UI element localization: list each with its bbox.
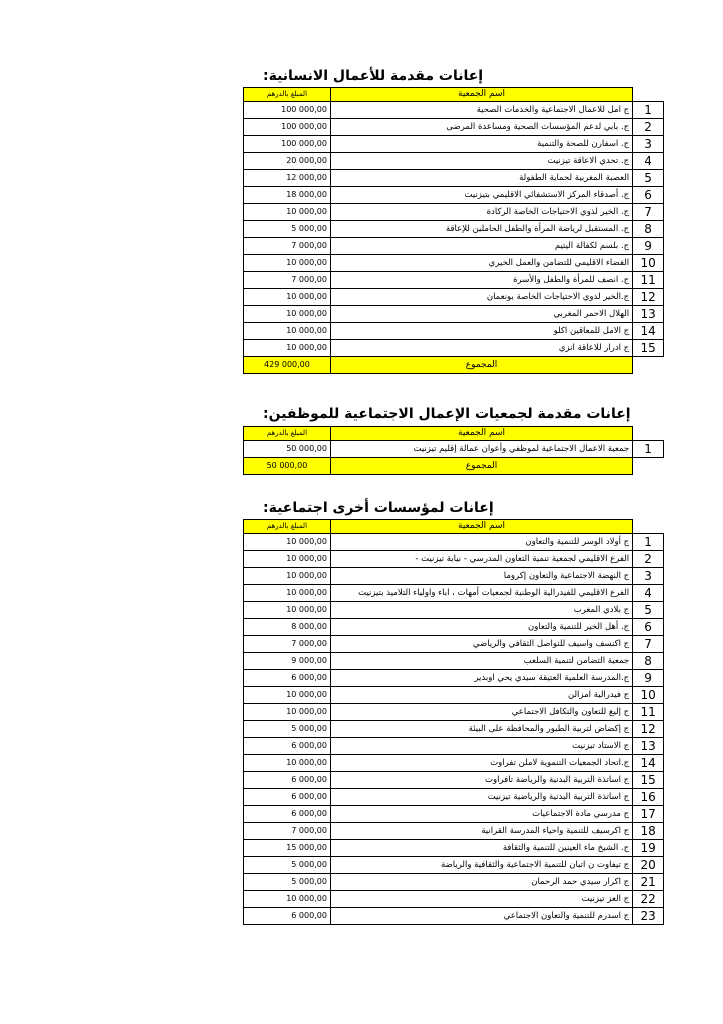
table-row	[244, 874, 664, 891]
row-name: جمعية التضامن لتنمية السلعب	[330, 653, 632, 670]
row-name: ج مدرسي مادة الاجتماعيات	[330, 806, 632, 823]
section-title: إعانات لمؤسسات أخرى اجتماعية:	[263, 500, 494, 516]
table-row	[244, 687, 664, 704]
row-amount: 6 000,00	[244, 772, 331, 789]
row-number: 9	[633, 670, 664, 687]
staff-social-table	[243, 426, 664, 475]
header-amount: المبلغ بالدرهم	[244, 427, 331, 441]
table-row	[244, 238, 664, 255]
row-name: جمعية الاعمال الاجتماعية لموظفي وأعوان عمالة إقليم تيزنيت	[330, 441, 632, 458]
table-row	[244, 823, 664, 840]
row-amount: 100 000,00	[244, 136, 331, 153]
row-amount: 10 000,00	[244, 755, 331, 772]
header-amount: المبلغ بالدرهم	[244, 520, 331, 534]
row-number: 17	[633, 806, 664, 823]
row-name: ج إكضاض لتربية الطيور والمحافظة على البيئة	[330, 721, 632, 738]
row-name: ج. بابي لدعم المؤسسات الصحية ومساعدة المرضى	[330, 119, 632, 136]
row-amount: 12 000,00	[244, 170, 331, 187]
row-name: ج العز تيزنيت	[330, 891, 632, 908]
row-amount: 10 000,00	[244, 289, 331, 306]
table-row	[244, 534, 664, 551]
row-amount: 18 000,00	[244, 187, 331, 204]
table-row	[244, 136, 664, 153]
table-row	[244, 153, 664, 170]
table-row	[244, 772, 664, 789]
row-number: 22	[633, 891, 664, 908]
row-amount: 6 000,00	[244, 806, 331, 823]
row-amount: 7 000,00	[244, 272, 331, 289]
row-number: 19	[633, 840, 664, 857]
row-name: ج اساتذة التربية البدنية والرياضة تافراوت	[330, 772, 632, 789]
row-name: ج. تحدي الاعاقة تيزنيت	[330, 153, 632, 170]
row-number: 4	[633, 585, 664, 602]
row-number: 14	[633, 323, 664, 340]
section-title: إعانات مقدمة لجمعيات الإعمال الاجتماعية للموظفين:	[263, 406, 631, 422]
table-row	[244, 221, 664, 238]
row-number: 6	[633, 187, 664, 204]
row-number: 20	[633, 857, 664, 874]
row-number: 18	[633, 823, 664, 840]
other-social-table	[243, 519, 664, 925]
row-amount: 10 000,00	[244, 704, 331, 721]
row-name: ج. المستقبل لرياضة المرأة والطفل الحاملين للإعاقة	[330, 221, 632, 238]
row-number: 9	[633, 238, 664, 255]
row-number: 13	[633, 738, 664, 755]
header-name: اسم الجمعية	[330, 520, 632, 534]
row-amount: 7 000,00	[244, 636, 331, 653]
row-name: ج.اتحاد الجمعيات التنموية لاملن تفراوت	[330, 755, 632, 772]
row-number: 8	[633, 653, 664, 670]
table-row	[244, 568, 664, 585]
row-number: 12	[633, 721, 664, 738]
table-row	[244, 857, 664, 874]
table-row	[244, 738, 664, 755]
table-row	[244, 670, 664, 687]
row-amount: 100 000,00	[244, 102, 331, 119]
table-row	[244, 840, 664, 857]
row-amount: 9 000,00	[244, 653, 331, 670]
table-row	[244, 602, 664, 619]
row-name: ج فيدرالية امزالن	[330, 687, 632, 704]
table-row	[244, 908, 664, 925]
row-name: ج.المدرسة العلمية العتيقة سيدي يحي اوبدير	[330, 670, 632, 687]
table-row	[244, 255, 664, 272]
row-amount: 10 000,00	[244, 891, 331, 908]
row-amount: 100 000,00	[244, 119, 331, 136]
table-row	[244, 755, 664, 772]
row-amount: 6 000,00	[244, 738, 331, 755]
row-amount: 10 000,00	[244, 568, 331, 585]
row-amount: 6 000,00	[244, 670, 331, 687]
row-number: 5	[633, 170, 664, 187]
total-label: المجموع	[330, 357, 632, 374]
table-row	[244, 170, 664, 187]
row-name: ج. اسفارن للصحة والتنمية	[330, 136, 632, 153]
row-number: 2	[633, 551, 664, 568]
row-number: 1	[633, 534, 664, 551]
table-row	[244, 306, 664, 323]
row-name: ج إليغ للتعاون والتكافل الاجتماعي	[330, 704, 632, 721]
row-number: 14	[633, 755, 664, 772]
row-name: ج الاستاد تيزنيت	[330, 738, 632, 755]
row-amount: 10 000,00	[244, 340, 331, 357]
total-amount: 429 000,00	[244, 357, 331, 374]
table-row	[244, 619, 664, 636]
header-spacer	[633, 520, 664, 534]
table-row	[244, 789, 664, 806]
table-header	[244, 427, 664, 441]
total-spacer	[633, 458, 664, 475]
row-name: ج. الشيخ ماء العينين للتنمية والثقافة	[330, 840, 632, 857]
total-spacer	[633, 357, 664, 374]
row-number: 15	[633, 772, 664, 789]
row-amount: 7 000,00	[244, 823, 331, 840]
row-number: 16	[633, 789, 664, 806]
row-number: 12	[633, 289, 664, 306]
row-name: ج. انصف للمرأة والطفل والأسرة	[330, 272, 632, 289]
table-row	[244, 704, 664, 721]
header-spacer	[633, 427, 664, 441]
row-amount: 5 000,00	[244, 874, 331, 891]
row-name: ج. الخير لذوي الاحتياجات الخاصة الركادة	[330, 204, 632, 221]
header-amount: المبلغ بالدرهم	[244, 88, 331, 102]
row-name: ج النهضة الاجتماعية والتعاون إكروما	[330, 568, 632, 585]
table-header	[244, 88, 664, 102]
table-row	[244, 289, 664, 306]
row-amount: 8 000,00	[244, 619, 331, 636]
table-row	[244, 441, 664, 458]
row-amount: 5 000,00	[244, 221, 331, 238]
table-row	[244, 187, 664, 204]
table-row	[244, 653, 664, 670]
row-number: 7	[633, 636, 664, 653]
row-amount: 6 000,00	[244, 908, 331, 925]
row-amount: 6 000,00	[244, 789, 331, 806]
table-row	[244, 636, 664, 653]
header-name: اسم الجمعية	[330, 427, 632, 441]
row-amount: 7 000,00	[244, 238, 331, 255]
table-header	[244, 520, 664, 534]
row-number: 10	[633, 255, 664, 272]
total-row	[244, 357, 664, 374]
row-name: ج أولاد الوسر للتنمية والتعاون	[330, 534, 632, 551]
table-row	[244, 119, 664, 136]
row-name: ج اساتذة التربية البدنية والرياضية تيزنيت	[330, 789, 632, 806]
row-number: 5	[633, 602, 664, 619]
row-number: 21	[633, 874, 664, 891]
table-row	[244, 204, 664, 221]
row-number: 23	[633, 908, 664, 925]
row-amount: 10 000,00	[244, 323, 331, 340]
row-name: العصبة المغربية لحماية الطفولة	[330, 170, 632, 187]
total-amount: 50 000,00	[244, 458, 331, 475]
section-title: إعانات مقدمة للأعمال الانسانية:	[263, 68, 484, 84]
row-amount: 10 000,00	[244, 585, 331, 602]
row-number: 7	[633, 204, 664, 221]
row-amount: 10 000,00	[244, 551, 331, 568]
row-name: ج بلادي المغرب	[330, 602, 632, 619]
row-name: الهلال الاحمر المغربي	[330, 306, 632, 323]
row-number: 3	[633, 136, 664, 153]
row-name: ج. أهل الخير للتنمية والتعاون	[330, 619, 632, 636]
row-name: ج اسدرم للتنمية والتعاون الاجتماعي	[330, 908, 632, 925]
row-name: الفرع الاقليمي لجمعية تنمية التعاون المدرسي - نيابة تيزنيت -	[330, 551, 632, 568]
row-amount: 5 000,00	[244, 857, 331, 874]
row-amount: 10 000,00	[244, 204, 331, 221]
row-number: 10	[633, 687, 664, 704]
row-amount: 10 000,00	[244, 602, 331, 619]
row-name: ج الامل للمعاقين اكلو	[330, 323, 632, 340]
row-name: الفضاء الاقليمي للتضامن والعمل الخيري	[330, 255, 632, 272]
row-amount: 20 000,00	[244, 153, 331, 170]
row-number: 2	[633, 119, 664, 136]
table-row	[244, 806, 664, 823]
total-row	[244, 458, 664, 475]
table-row	[244, 721, 664, 738]
row-amount: 10 000,00	[244, 534, 331, 551]
row-amount: 15 000,00	[244, 840, 331, 857]
row-number: 15	[633, 340, 664, 357]
row-name: ج اكرار سيدي حمد الرحمان	[330, 874, 632, 891]
row-name: ج امل للاعمال الاجتماعية والخدمات الصحية	[330, 102, 632, 119]
row-name: ج. بلسم لكفالة اليتيم	[330, 238, 632, 255]
row-number: 6	[633, 619, 664, 636]
row-number: 1	[633, 441, 664, 458]
row-amount: 10 000,00	[244, 687, 331, 704]
row-name: ج. أصدقاء المركز الاستشفائي الاقليمي بتيزنيت	[330, 187, 632, 204]
row-amount: 50 000,00	[244, 441, 331, 458]
row-name: الفرع الاقليمي للفيدرالية الوطنية لجمعيات أمهات ، اباء واولياء التلاميذ بتيزنيت	[330, 585, 632, 602]
row-amount: 10 000,00	[244, 306, 331, 323]
total-label: المجموع	[330, 458, 632, 475]
table-row	[244, 323, 664, 340]
table-row	[244, 585, 664, 602]
row-amount: 10 000,00	[244, 255, 331, 272]
table-row	[244, 551, 664, 568]
row-number: 1	[633, 102, 664, 119]
row-name: ج ادرار للاعاقة انزي	[330, 340, 632, 357]
row-name: ج اكنسف واسيف للتواصل الثقافي والرياضي	[330, 636, 632, 653]
row-number: 11	[633, 272, 664, 289]
header-name: اسم الجمعية	[330, 88, 632, 102]
row-name: ج اكرسيف للتنمية واحياء المدرسة القرانية	[330, 823, 632, 840]
table-row	[244, 891, 664, 908]
header-spacer	[633, 88, 664, 102]
row-number: 13	[633, 306, 664, 323]
row-number: 11	[633, 704, 664, 721]
row-number: 3	[633, 568, 664, 585]
row-amount: 5 000,00	[244, 721, 331, 738]
row-number: 4	[633, 153, 664, 170]
row-number: 8	[633, 221, 664, 238]
table-row	[244, 272, 664, 289]
humanitarian-table	[243, 87, 664, 374]
table-row	[244, 102, 664, 119]
row-name: ج.الخير لذوي الاحتياجات الخاصة بونعمان	[330, 289, 632, 306]
table-row	[244, 340, 664, 357]
row-name: ج تيفاوت ن اتبان للتنمية الاجتماعية والثقافية والرياضة	[330, 857, 632, 874]
